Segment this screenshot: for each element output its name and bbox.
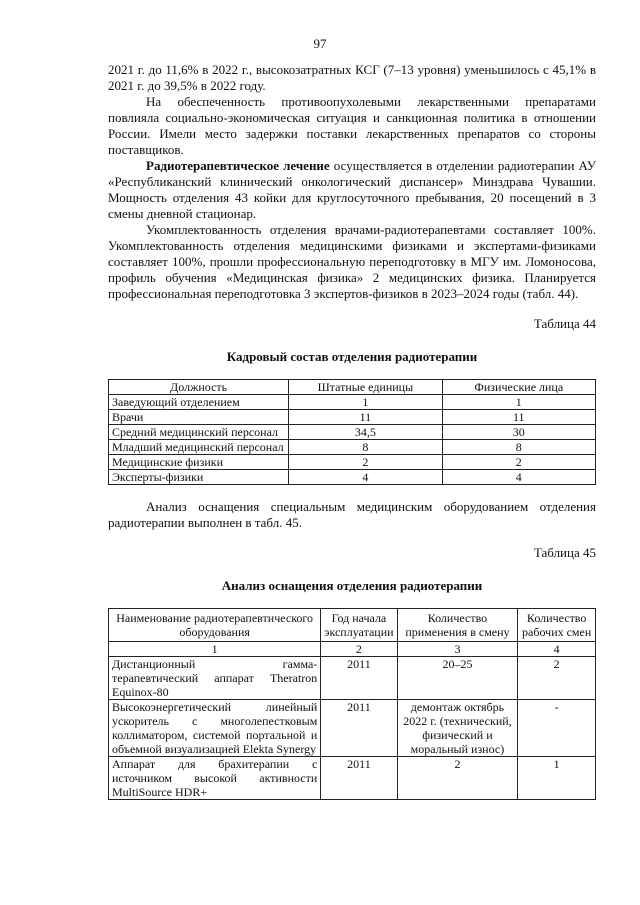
table-row <box>109 410 596 425</box>
table-cell: 2 <box>397 757 518 800</box>
radiotherapy-bold-lead: Радиотерапевтическое лечение <box>146 158 330 173</box>
table-cell: Эксперты-физики <box>109 470 289 485</box>
table45-caption: Таблица 45 <box>533 545 596 560</box>
table-numbering-row <box>109 642 596 657</box>
radiotherapy-text: осуществляется в отделении радиотерапии АУ «Республиканский клинический онкологический диспансер» Минздрава Чувашии. Мощность отделения 43 койки для круглосуточного пребывания, 20 посещений в 3 смены дневной стационар. <box>108 158 596 221</box>
table-cell: 11 <box>442 410 595 425</box>
table45-title: Анализ оснащения отделения радиотерапии <box>221 578 483 593</box>
table-row <box>109 440 596 455</box>
table-cell: Медицинские физики <box>109 455 289 470</box>
table-cell: 2 <box>518 657 596 700</box>
table-cell: 2 <box>442 455 595 470</box>
column-header: Физические лица <box>442 380 595 395</box>
table-cell: 30 <box>442 425 595 440</box>
staff-table <box>108 379 596 485</box>
column-header: Год начала эксплуатации <box>321 609 397 642</box>
table-cell: 2011 <box>321 657 397 700</box>
table-row <box>109 757 596 800</box>
table-cell: Врачи <box>109 410 289 425</box>
table-cell: 4 <box>442 470 595 485</box>
table-cell: демонтаж октябрь 2022 г. (технический, физический и моральный износ) <box>397 700 518 757</box>
column-header: Должность <box>109 380 289 395</box>
table-cell: Заведующий отделением <box>109 395 289 410</box>
table-cell: 11 <box>289 410 442 425</box>
column-number: 3 <box>397 642 518 657</box>
column-header: Количество рабочих смен <box>518 609 596 642</box>
table-cell: 1 <box>518 757 596 800</box>
paragraph-staffing: Укомплектованность отделения врачами-радиотерапевтами составляет 100%. Укомплектованность отделения медицинскими физиками и экспертами-физиками составляет 100%, прошли профессиональную переподготовку в МГУ им. Ломоносова, профиль обучения «Медицинская физика» 2 медицинских физика. Планируется профессиональная переподготовка 3 экспертов-физиков в 2023–2024 годы (табл. 44). <box>108 222 596 301</box>
table-cell: - <box>518 700 596 757</box>
table-row <box>109 700 596 757</box>
table-cell: 1 <box>442 395 595 410</box>
equipment-table <box>108 608 596 800</box>
paragraph-drug-supply: На обеспеченность противоопухолевыми лекарственными препаратами повлияла социально-экономическая ситуация и санкционная политика в отношении России. Имели место задержки поставки лекарственных препаратов со стороны поставщиков. <box>108 94 596 157</box>
table-cell: 8 <box>289 440 442 455</box>
table-row <box>109 657 596 700</box>
table-cell: Средний медицинский персонал <box>109 425 289 440</box>
page-number: 97 <box>313 36 327 51</box>
table-row <box>109 395 596 410</box>
page-body <box>108 62 596 800</box>
table-cell: Дистанционный гамма-терапевтический аппарат Theratron Equinox-80 <box>109 657 321 700</box>
table44-title: Кадровый состав отделения радиотерапии <box>226 349 478 364</box>
table-cell: 1 <box>289 395 442 410</box>
table-row <box>109 425 596 440</box>
table-cell: 20–25 <box>397 657 518 700</box>
table-header-row <box>109 609 596 642</box>
paragraph-ksg: 2021 г. до 11,6% в 2022 г., высокозатратных КСГ (7–13 уровня) уменьшилось с 45,1% в 2021 г. до 39,5% в 2022 году. <box>108 62 596 93</box>
column-number: 4 <box>518 642 596 657</box>
column-header: Штатные единицы <box>289 380 442 395</box>
table44-caption: Таблица 44 <box>533 316 596 331</box>
table-row <box>109 470 596 485</box>
paragraph-analysis: Анализ оснащения специальным медицинским оборудованием отделения радиотерапии выполнен в табл. 45. <box>108 499 596 530</box>
table-cell: Аппарат для брахитерапии с источником высокой активности MultiSource HDR+ <box>109 757 321 800</box>
column-header: Количество применения в смену <box>397 609 518 642</box>
paragraph-radiotherapy <box>108 158 596 222</box>
table-cell: 2011 <box>321 700 397 757</box>
table-cell: 8 <box>442 440 595 455</box>
table-cell: Высокоэнергетический линейный ускоритель с многолепестковым коллиматором, системой портальной и объемной визуализацией Elekta Synergy <box>109 700 321 757</box>
table-header-row <box>109 380 596 395</box>
column-header: Наименование радиотерапевтического оборудования <box>109 609 321 642</box>
table-cell: 4 <box>289 470 442 485</box>
table-cell: 2 <box>289 455 442 470</box>
table-cell: Младший медицинский персонал <box>109 440 289 455</box>
column-number: 2 <box>321 642 397 657</box>
table-cell: 34,5 <box>289 425 442 440</box>
column-number: 1 <box>109 642 321 657</box>
table-row <box>109 455 596 470</box>
table-cell: 2011 <box>321 757 397 800</box>
